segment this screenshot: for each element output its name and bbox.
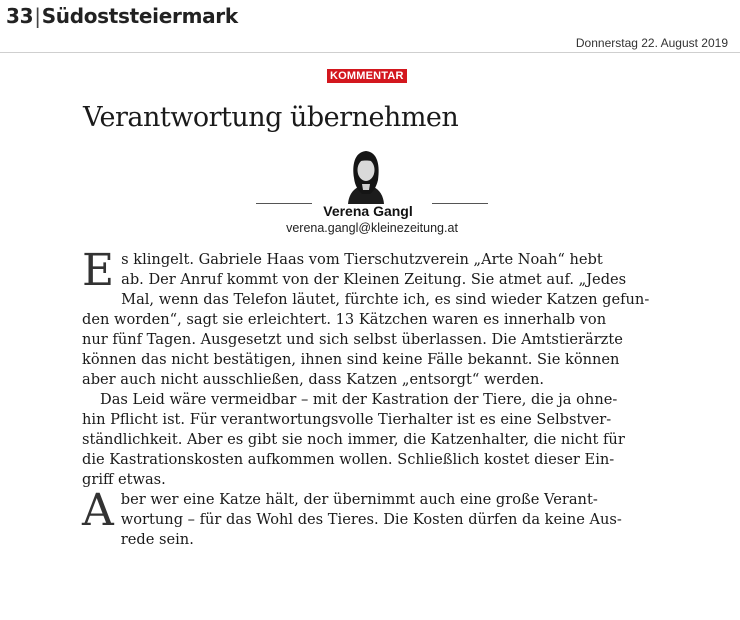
- text-line: Das Leid wäre vermeidbar – mit der Kastration der Tiere, die ja ohne-: [100, 391, 618, 408]
- text-line: können das nicht bestätigen, ihnen sind keine Fälle bekannt. Sie können: [82, 351, 620, 368]
- text-line: den worden“, sagt sie erleichtert. 13 Kätzchen waren es innerhalb von: [82, 311, 607, 328]
- drop-cap: A: [82, 485, 114, 536]
- text-line: ab. Der Anruf kommt von der Kleinen Zeitung. Sie atmet auf. „Jedes: [121, 271, 627, 288]
- paragraph-2: [82, 390, 662, 490]
- page-header: [6, 4, 734, 50]
- headline: Verantwortung übernehmen: [83, 102, 459, 133]
- article-body: [82, 245, 662, 550]
- text-line: s klingelt. Gabriele Haas vom Tierschutzverein „Arte Noah“ hebt: [121, 251, 603, 268]
- paragraph-1: [82, 245, 662, 390]
- page-number: 33: [6, 4, 34, 28]
- text-line: hin Pflicht ist. Für verantwortungsvolle Tierhalter ist es eine Selbstver-: [82, 411, 612, 428]
- text-line: nur fünf Tagen. Ausgesetzt und sich selbst überlassen. Die Amtstierärzte: [82, 331, 623, 348]
- section-name: Südoststeiermark: [41, 4, 238, 28]
- author-name: Verena Gangl: [323, 203, 413, 219]
- issue-date: Donnerstag 22. August 2019: [575, 36, 728, 50]
- text-line: wortung – für das Wohl des Tieres. Die Kosten dürfen da keine Aus-: [120, 511, 622, 528]
- text-line: griff etwas.: [82, 471, 166, 488]
- text-line: rede sein.: [120, 531, 194, 548]
- text-line: die Kastrationskosten aufkommen wollen. Schließlich kostet dieser Ein-: [82, 451, 615, 468]
- page-number-section: [6, 4, 238, 28]
- text-line: ber wer eine Katze hält, der übernimmt auch eine große Verant-: [120, 491, 598, 508]
- header-separator: |: [34, 4, 41, 28]
- drop-cap: E: [82, 245, 115, 296]
- header-rule: [0, 52, 740, 53]
- author-email[interactable]: verena.gangl@kleinezeitung.at: [286, 221, 458, 235]
- comment-badge: KOMMENTAR: [327, 69, 407, 83]
- text-line: Mal, wenn das Telefon läutet, fürchte ich, es sind wieder Katzen gefun-: [121, 291, 650, 308]
- author-avatar: [336, 148, 396, 204]
- text-line: aber auch nicht ausschließen, dass Katzen „entsorgt“ werden.: [82, 371, 545, 388]
- text-line: ständlichkeit. Aber es gibt sie noch immer, die Katzenhalter, die nicht für: [82, 431, 625, 448]
- paragraph-3: [82, 485, 662, 550]
